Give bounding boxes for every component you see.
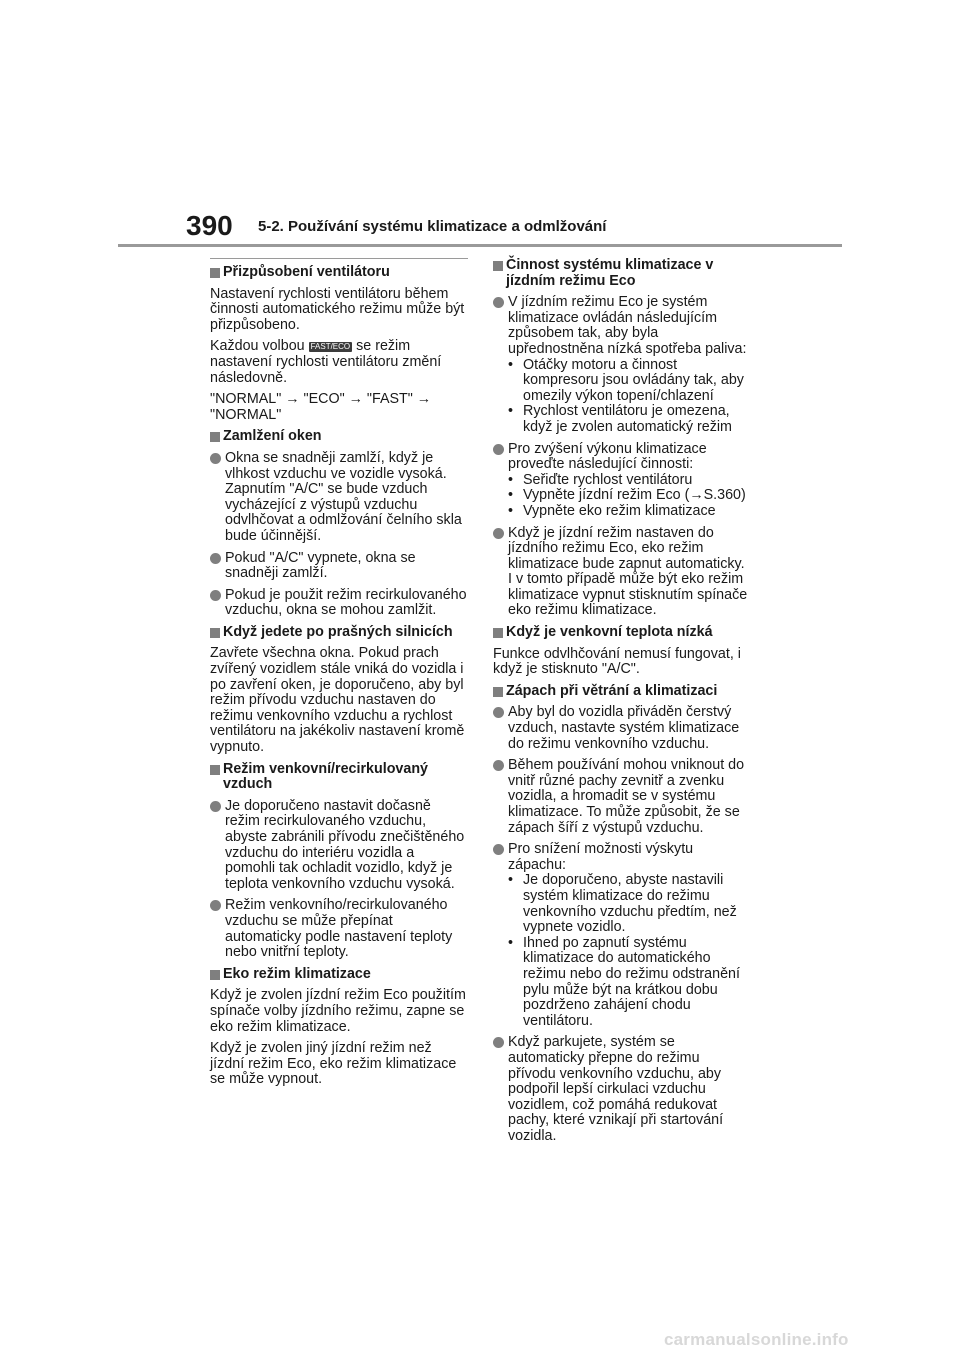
bullet-intro: Pro snížení možnosti výskytu zápachu: [508, 841, 694, 873]
dash-item: • Vypněte jízdní režim Eco (→S.360) [508, 488, 751, 504]
eco-heading-text: Eko režim klimatizace [223, 965, 371, 982]
square-bullet-icon [210, 765, 220, 775]
bullet-text: Režim venkovního/recirkulovaného vzduchu se může přepínat automaticky podle nastavení teploty nebo vnitřní teploty. [225, 897, 453, 961]
dash-item-text: Seřiďte rychlost ventilátoru [523, 471, 693, 488]
circle-bullet-icon [210, 900, 221, 911]
square-bullet-icon [493, 687, 503, 697]
bullet-text [508, 295, 751, 435]
dash-item: • Vypněte eko režim klimatizace [508, 504, 751, 520]
odor-heading [493, 684, 751, 700]
fan-paragraph-1: Nastavení rychlosti ventilátoru během činnosti automatického režimu může být přizpůsobeno. [210, 285, 465, 333]
dash-item-text: Vypněte eko režim klimatizace [523, 502, 716, 519]
square-bullet-icon [493, 261, 503, 271]
cold-heading-text: Když je venkovní teplota nízká [506, 624, 713, 641]
circle-bullet-icon [493, 297, 504, 308]
dash-item: • Ihned po zapnutí systému klimatizace do automatického režimu nebo do režimu odstranění pylu může být na krátkou dobu pozdrženo zahájení chodu ventilátoru. [508, 936, 751, 1030]
circle-bullet-icon [493, 1037, 504, 1048]
circle-bullet-icon [210, 590, 221, 601]
circle-bullet-icon [493, 707, 504, 718]
right-column [493, 258, 751, 1150]
square-bullet-icon [210, 432, 220, 442]
square-bullet-icon [210, 970, 220, 980]
dust-paragraph: Zavřete všechna okna. Pokud prach zvířený vozidlem stále vniká do vozidla i po zavření oken, je doporučeno, aby byl režim přívodu vzduchu nastaven do režimu venkovního vzduchu a rychlost ventilátoru na jakékoliv nastavení kromě vypnuto. [210, 645, 465, 756]
square-bullet-icon [493, 628, 503, 638]
section-title: 5-2. Používání systému klimatizace a odmlžování [258, 218, 607, 235]
fan-paragraph-2 [210, 339, 468, 386]
bullet-text: Okna se snadněji zamlží, když je vlhkost vzduchu ve vozidle vysoká. Zapnutím "A/C" se bude vzduch vycházející z výstupů vzduchu odvlhčovat a odmlžování čelního skla bude účinnější. [225, 449, 462, 544]
fan-heading-text: Přizpůsobení ventilátoru [223, 264, 390, 280]
dash-item: • Otáčky motoru a činnost kompresoru jsou ovládány tak, aby omezily výkon topení/chlazení [508, 358, 751, 405]
dash-item-text: Je doporučeno, abyste nastavili systém klimatizace do režimu venkovního vzduchu předtím, než vypnete vozidlo. [523, 872, 737, 936]
air-mode-bullet-1 [210, 799, 468, 893]
circle-bullet-icon [493, 528, 504, 539]
eco-heading [210, 967, 468, 983]
bullet-text: Když je jízdní režim nastaven do jízdního režimu Eco, eko režim klimatizace bude zapnut automaticky. I v tomto případě může být eko režim klimatizace vypnut stisknutím spínače eko režimu klimatizace. [508, 524, 748, 619]
circle-bullet-icon [493, 760, 504, 771]
left-column [210, 258, 468, 1094]
dash-item-text: Otáčky motoru a činnost kompresoru jsou ovládány tak, aby omezily výkon topení/chlazení [523, 356, 744, 404]
circle-bullet-icon [210, 453, 221, 464]
dash-item-text: Ihned po zapnutí systému klimatizace do automatického režimu nebo do režimu odstranění pylu může být na krátkou dobu pozdrženo zahájení chodu ventilátoru. [523, 934, 740, 1029]
odor-bullet-1 [493, 705, 751, 752]
fan-p2-after: se režim nastavení rychlosti ventilátoru změní následovně. [210, 338, 442, 386]
dust-heading [210, 625, 468, 641]
dust-heading-text: Když jedete po prašných silnicích [223, 623, 453, 640]
bullet-text [508, 442, 751, 520]
air-mode-heading [210, 762, 468, 793]
dash-item: • Je doporučeno, abyste nastavili systém klimatizace do režimu venkovního vzduchu předtím, než vypnete vozidlo. [508, 873, 751, 935]
circle-bullet-icon [493, 844, 504, 855]
page-reference-link[interactable]: Vypněte jízdní režim Eco (→S.360) [523, 487, 746, 504]
fan-heading [210, 265, 468, 281]
eco-paragraph-2: Když je zvolen jiný jízdní režim než jízdní režim Eco, eko režim klimatizace se může vypnout. [210, 1040, 457, 1088]
column-divider [210, 258, 468, 259]
eco-operation-heading [493, 258, 751, 289]
watermark: carmanualsonline.info [664, 1330, 849, 1349]
bullet-text: Aby byl do vozidla přiváděn čerstvý vzduch, nastavte systém klimatizace do režimu venkovního vzduchu. [508, 704, 740, 752]
fan-p2-before: Každou volbou [210, 338, 305, 355]
bullet-text: Pokud "A/C" vypnete, okna se snadněji zamlží. [225, 549, 416, 582]
bullet-text: Během používání mohou vniknout do vnitř různé pachy zevnitř a zvenku vozidla, a hromadit se v systému klimatizace. To může způsobit, že se zápach šíří z výstupů vzduchu. [508, 757, 745, 836]
circle-bullet-icon [493, 444, 504, 455]
dash-item: • Rychlost ventilátoru je omezena, když je zvolen automatický režim [508, 404, 751, 435]
bullet-text: Pokud je použit režim recirkulovaného vzduchu, okna se mohou zamlžit. [225, 586, 467, 619]
fog-bullet-3 [210, 588, 468, 619]
header-divider [118, 244, 842, 247]
odor-heading-text: Zápach při větrání a klimatizaci [506, 682, 718, 699]
fog-heading [210, 429, 468, 445]
bullet-intro: V jízdním režimu Eco je systém klimatizace ovládán následujícím způsobem tak, aby byla upřednostněna nízká spotřeba paliva: [508, 294, 747, 357]
dash-item: • Seřiďte rychlost ventilátoru [508, 473, 751, 489]
odor-bullet-4 [493, 1035, 751, 1144]
fog-bullet-2 [210, 551, 468, 582]
bullet-text [508, 842, 751, 1029]
square-bullet-icon [210, 628, 220, 638]
eco-operation-bullet-1 [493, 295, 751, 435]
circle-bullet-icon [210, 553, 221, 564]
dash-item-text: Rychlost ventilátoru je omezena, když je zvolen automatický režim [523, 403, 732, 435]
square-bullet-icon [210, 268, 220, 278]
eco-paragraph-1: Když je zvolen jízdní režim Eco použitím spínače volby jízdního režimu, zapne se eko režim klimatizace. [210, 987, 466, 1035]
bullet-intro: Pro zvýšení výkonu klimatizace proveďte následující činnosti: [508, 440, 707, 473]
cold-heading [493, 625, 751, 641]
fast-eco-button-icon: FAST/ECO [310, 342, 351, 352]
odor-bullet-3 [493, 842, 751, 1029]
eco-operation-bullet-3 [493, 526, 751, 620]
air-mode-bullet-2 [210, 898, 468, 960]
bullet-text: Je doporučeno nastavit dočasně režim recirkulovaného vzduchu, abyste zabránili přívodu znečištěného vzduchu do interiéru vozidla a pomohli tak ochladit vozidlo, když je teplota venkovního vzduchu vysoká. [225, 797, 465, 892]
air-mode-heading-text: Režim venkovní/recirkulovaný vzduch [223, 760, 429, 793]
cold-paragraph: Funkce odvlhčování nemusí fungovat, i když je stisknuto "A/C". [493, 645, 741, 678]
bullet-text: Když parkujete, systém se automaticky přepne do režimu přívodu venkovního vzduchu, aby podpořil lepší cirkulaci vzduchu vozidlem, což pomáhá redukovat pachy, které vznikají při startování vozidla. [508, 1034, 724, 1144]
page-number: 390 [186, 210, 233, 241]
eco-operation-heading-text: Činnost systému klimatizace v jízdním režimu Eco [506, 257, 714, 289]
eco-operation-bullet-2 [493, 442, 751, 520]
odor-bullet-2 [493, 758, 751, 836]
fog-bullet-1 [210, 451, 468, 545]
fan-sequence: "NORMAL" → "ECO" → "FAST" → "NORMAL" [210, 391, 432, 423]
fog-heading-text: Zamlžení oken [223, 428, 322, 445]
circle-bullet-icon [210, 801, 221, 812]
